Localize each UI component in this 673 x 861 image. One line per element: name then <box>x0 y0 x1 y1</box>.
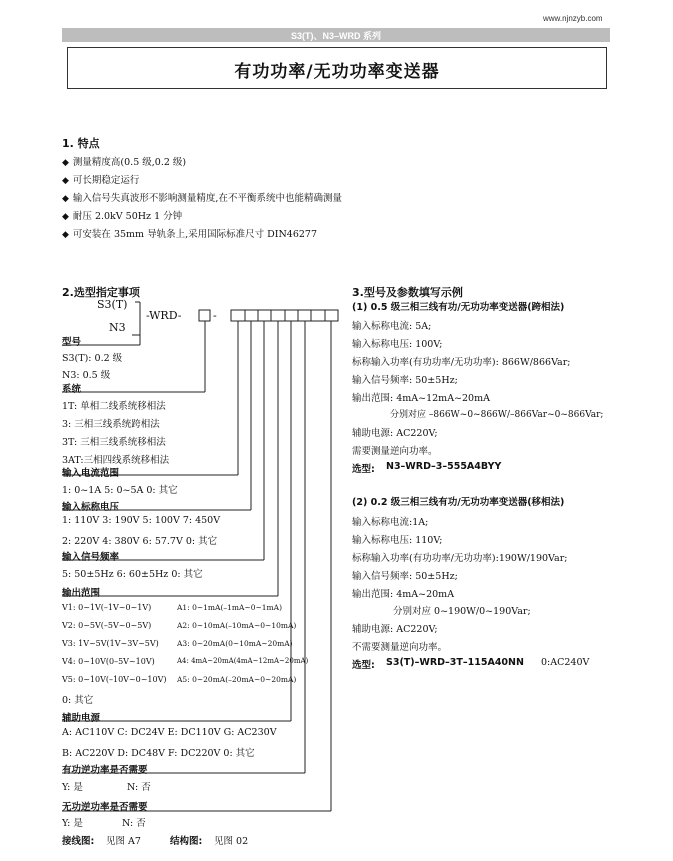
bullet-icon: ◆ <box>62 158 69 168</box>
voltage-label: 输入标称电压 <box>62 502 120 513</box>
selection-heading: 2.选型指定事项 <box>62 286 140 299</box>
type-item: S3(T): 0.2 级 <box>62 353 123 364</box>
voltage-options: 2: 220V 4: 380V 6: 57.7V 0: 其它 <box>62 536 218 547</box>
output-option: A5: 0~20mA(–20mA~0~20mA) <box>177 675 297 684</box>
active-reverse-label: 有功逆功率是否需要 <box>62 765 148 776</box>
bullet-icon: ◆ <box>62 176 69 186</box>
system-item: 3: 三相三线系统跨相法 <box>62 419 160 430</box>
output-option: V2: 0~5V(–5V~0~5V) <box>62 621 152 630</box>
example1-line: 需要测量逆向功率。 <box>352 446 438 457</box>
example2-line: 辅助电源: AC220V; <box>352 624 438 635</box>
freq-label: 输入信号频率 <box>62 552 120 563</box>
output-option: A3: 0~20mA(0~10mA~20mA) <box>177 639 293 648</box>
feature-text: 输入信号失真波形不影响测量精度,在不平衡系统中也能精确测量 <box>72 193 342 204</box>
example2-line: 输入标称电流:1A; <box>352 517 429 528</box>
feature-text: 测量精度高(0.5 级,0.2 级) <box>72 157 187 168</box>
output-option: V5: 0~10V(–10V~0~10V) <box>62 675 167 684</box>
example1-line: 输入标称电压: 100V; <box>352 339 443 350</box>
freq-options: 5: 50±5Hz 6: 60±5Hz 0: 其它 <box>62 569 203 580</box>
output-option: A2: 0~10mA(–10mA~0~10mA) <box>177 621 297 630</box>
example2-select-label: 选型: <box>352 660 375 671</box>
wiring-label: 接线图: <box>62 836 95 847</box>
type-label: 型号 <box>62 337 82 348</box>
bullet-icon: ◆ <box>62 230 69 240</box>
feature-text: 可长期稳定运行 <box>72 175 140 186</box>
type-item: N3: 0.5 级 <box>62 370 111 381</box>
current-label: 输入电流范围 <box>62 468 120 479</box>
page-title: 有功功率/无功功率变送器 <box>234 62 440 82</box>
feature-text: 可安装在 35mm 导轨条上,采用国际标准尺寸 DIN46277 <box>72 229 318 240</box>
model-dash: - <box>213 309 217 322</box>
output-option: V4: 0~10V(0–5V~10V) <box>62 657 155 666</box>
bullet-icon: ◆ <box>62 194 69 204</box>
example1-select-value: N3–WRD–3–555A4BYY <box>386 461 502 472</box>
example2-line: 输入信号频率: 50±5Hz; <box>352 571 458 582</box>
example1-line: 辅助电源: AC220V; <box>352 428 438 439</box>
output-option: A4: 4mA~20mA(4mA~12mA~20mA) <box>177 657 309 665</box>
voltage-options: 1: 110V 3: 190V 5: 100V 7: 450V <box>62 515 221 526</box>
model-wrd: -WRD- <box>146 309 182 322</box>
bullet-icon: ◆ <box>62 212 69 222</box>
output-option: A1: 0~1mA(–1mA~0~1mA) <box>177 603 282 612</box>
example2-line: 输入标称电压: 110V; <box>352 535 443 546</box>
example1-select-label: 选型: <box>352 464 375 475</box>
example1-title: (1) 0.5 级三相三线有功/无功功率变送器(跨相法) <box>352 302 565 313</box>
example-heading: 3.型号及参数填写示例 <box>352 286 463 299</box>
system-label: 系统 <box>62 384 82 395</box>
example2-select-value: S3(T)–WRD–3T–115A40NN <box>386 657 524 668</box>
current-options: 1: 0~1A 5: 0~5A 0: 其它 <box>62 485 178 496</box>
features-heading: 1. 特点 <box>62 137 100 150</box>
feature-text: 耐压 2.0kV 50Hz 1 分钟 <box>72 211 183 222</box>
output-label: 输出范围 <box>62 588 101 599</box>
active-reverse-yes: Y: 是 <box>62 782 83 793</box>
example1-line: 标称输入功率(有功功率/无功功率): 866W/866Var; <box>352 357 571 368</box>
active-reverse-no: N: 否 <box>127 782 151 793</box>
reactive-reverse-label: 无功逆功率是否需要 <box>62 802 148 813</box>
example1-line: 输入标称电流: 5A; <box>352 321 432 332</box>
structure-value: 见图 02 <box>214 836 249 847</box>
series-label: S3(T)、N3–WRD 系列 <box>290 31 381 41</box>
aux-label: 辅助电源 <box>62 713 101 724</box>
example2-title: (2) 0.2 级三相三线有功/无功功率变送器(移相法) <box>352 497 565 508</box>
output-option: V3: 1V~5V(1V~3V~5V) <box>62 639 159 648</box>
aux-options: A: AC110V C: DC24V E: DC110V G: AC230V <box>62 727 277 738</box>
system-item: 3T: 三相三线系统移相法 <box>62 437 166 448</box>
example1-line: 分别对应 –866W~0~866W/–866Var~0~866Var; <box>390 410 604 420</box>
example2-line: 不需要测量逆向功率。 <box>352 642 448 653</box>
reactive-reverse-yes: Y: 是 <box>62 818 83 829</box>
system-item: 3AT:三相四线系统移相法 <box>62 455 170 466</box>
example1-line: 输出范围: 4mA~12mA~20mA <box>352 393 490 404</box>
example2-line: 输出范围: 4mA~20mA <box>352 589 455 600</box>
website-url[interactable]: www.njnzyb.com <box>543 14 603 23</box>
structure-label: 结构图: <box>170 836 203 847</box>
output-option: V1: 0~1V(–1V~0~1V) <box>62 603 152 612</box>
system-item: 1T: 单相二线系统移相法 <box>62 401 166 412</box>
output-option: 0: 其它 <box>62 695 94 706</box>
reactive-reverse-no: N: 否 <box>122 818 146 829</box>
aux-options: B: AC220V D: DC48V F: DC220V 0: 其它 <box>62 748 255 759</box>
example2-line: 标称输入功率(有功功率/无功功率):190W/190Var; <box>352 553 568 564</box>
example2-line: 分别对应 0~190W/0~190Var; <box>393 606 531 617</box>
model-n3: N3 <box>109 321 126 334</box>
model-s3t: S3(T) <box>97 298 128 311</box>
example2-select-extra: 0:AC240V <box>541 657 590 668</box>
example1-line: 输入信号频率: 50±5Hz; <box>352 375 458 386</box>
wiring-value: 见图 A7 <box>106 836 141 847</box>
